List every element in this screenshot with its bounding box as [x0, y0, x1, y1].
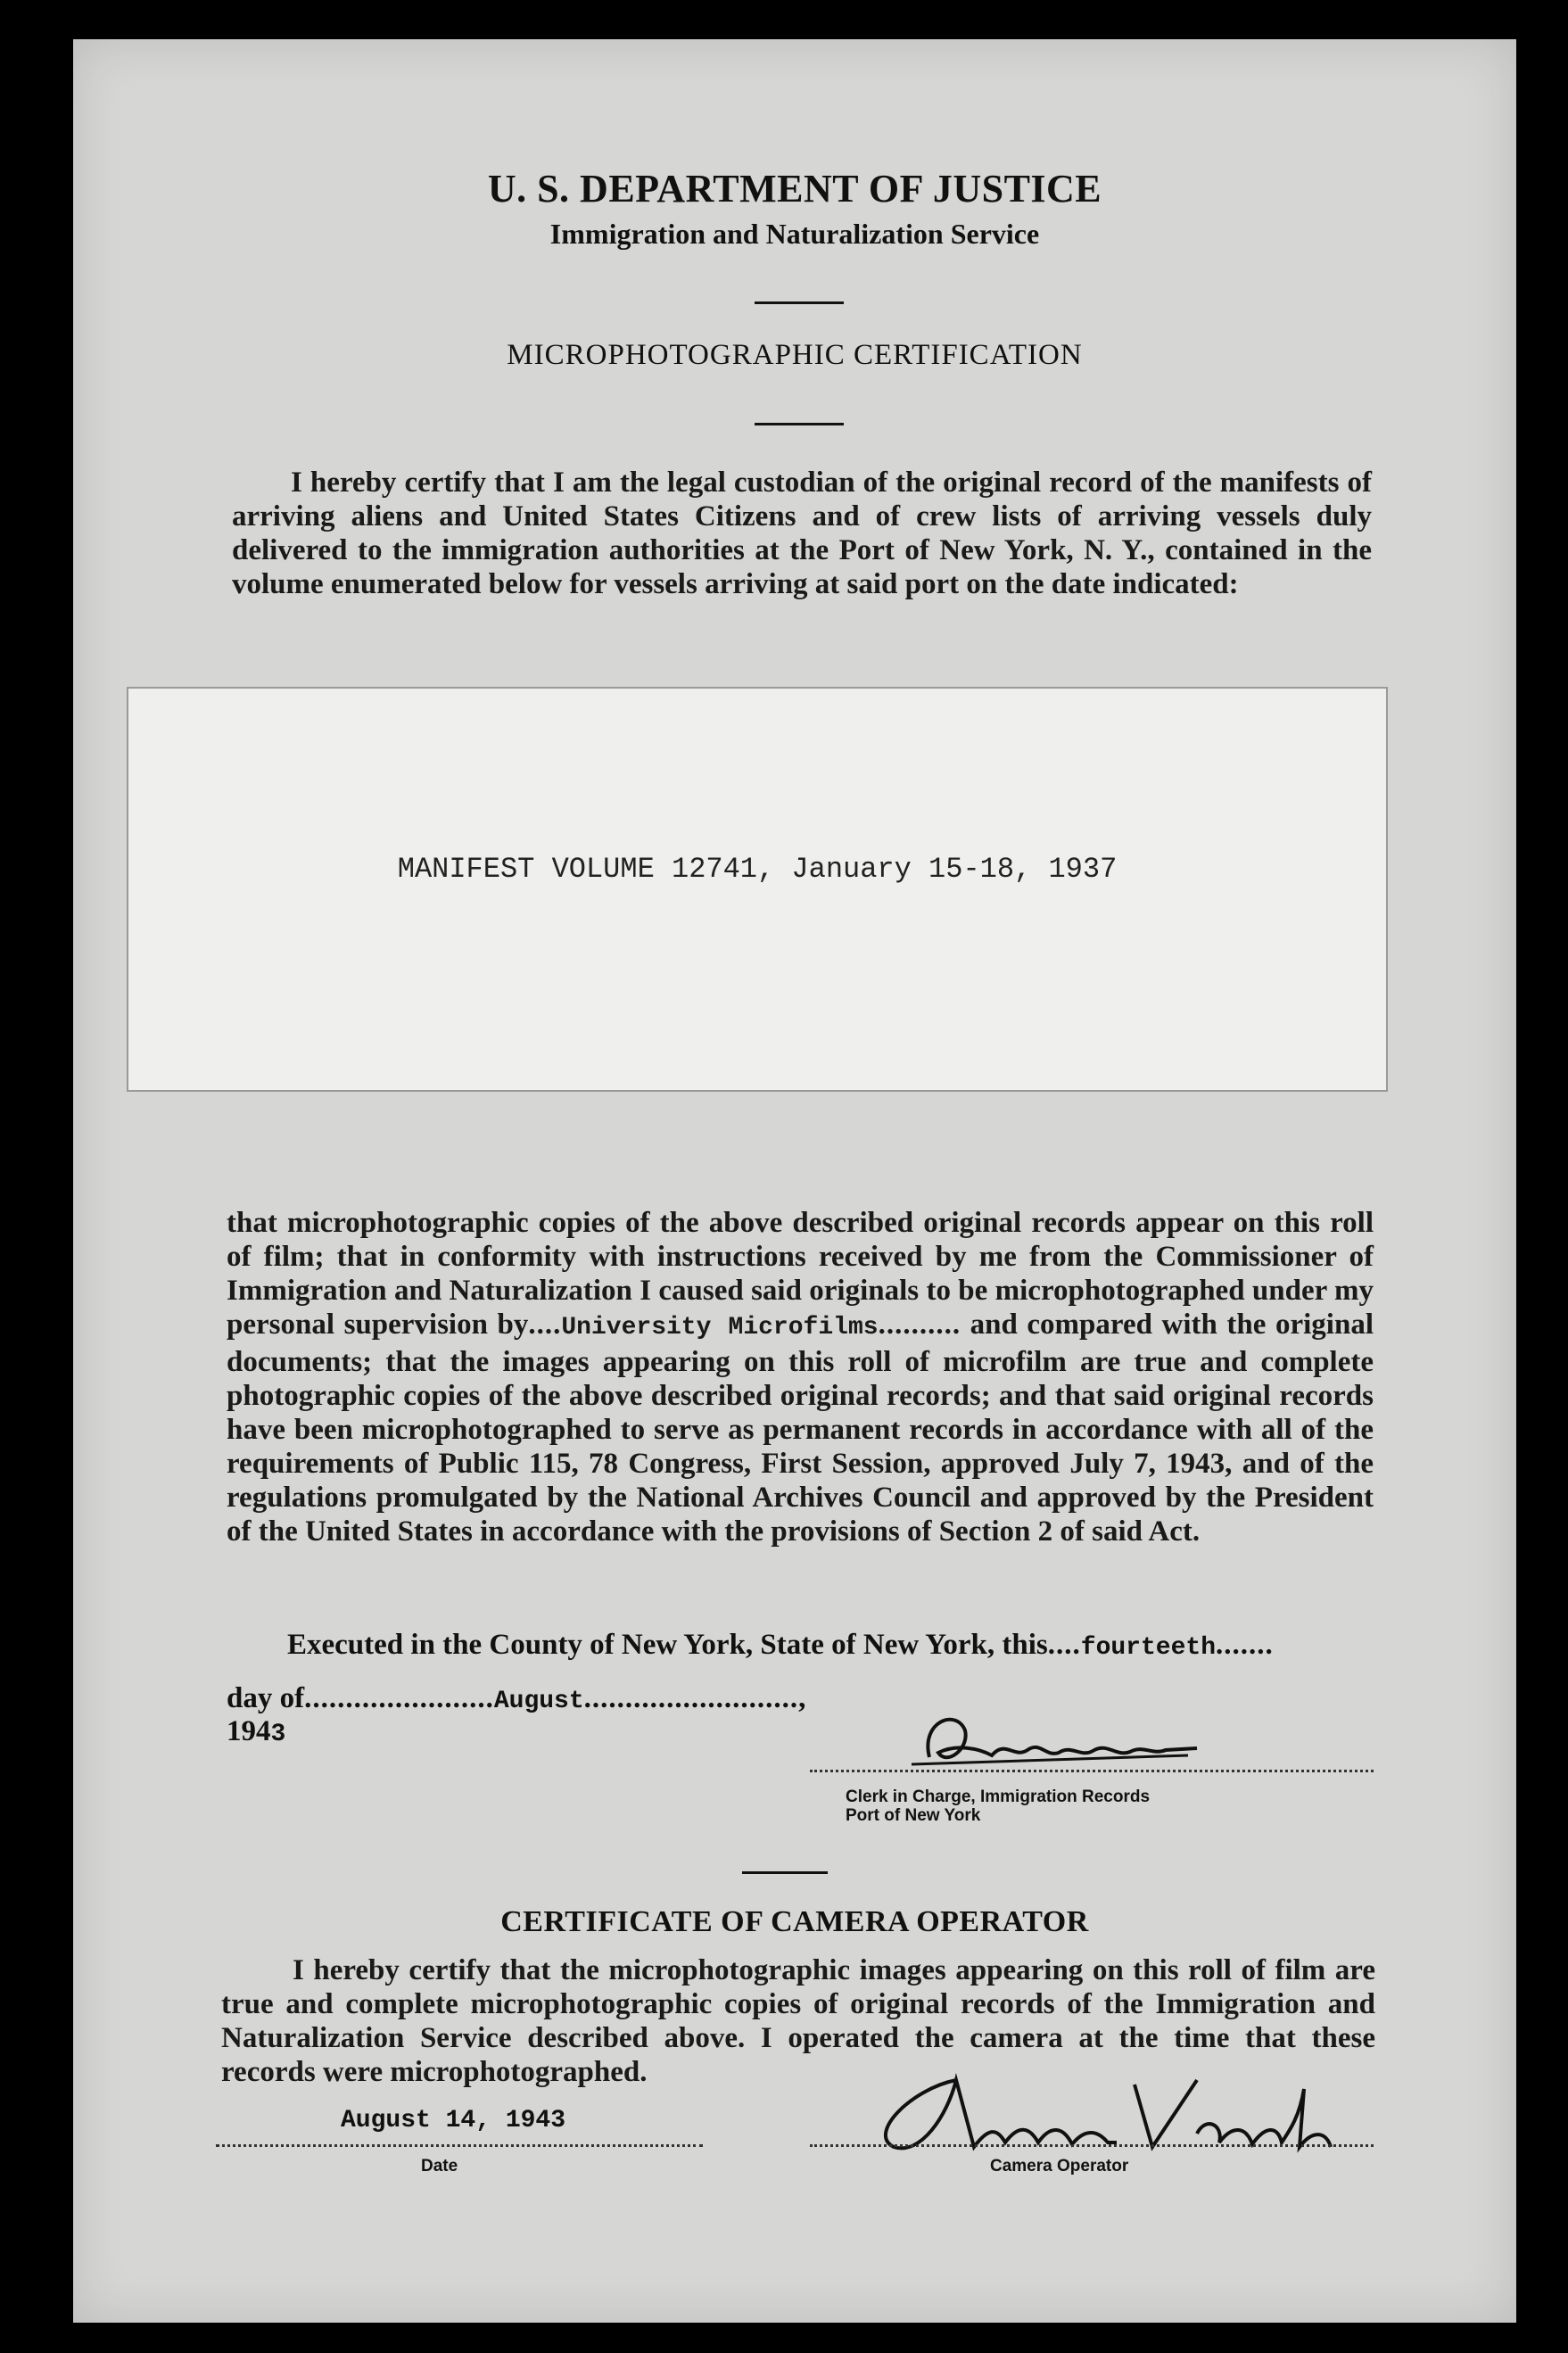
- volume-box: [127, 687, 1388, 1092]
- intro-paragraph: I hereby certify that I am the legal custodian of the original record of the manifests of arriving aliens and United States Citizens and of crew lists of arriving vessels duly delivered to the immigration authorities at the Port of New York, N. Y., contained in the volume enumerated below for vessels arriving at said port on the date indicated:: [232, 466, 1372, 600]
- date-line: day of.......................August.........................., 1943: [227, 1682, 806, 1748]
- year-digit: 3: [270, 1721, 286, 1748]
- execution-line: Executed in the County of New York, State of New York, this....fourteeth.......: [287, 1629, 1274, 1662]
- operator-date-value: August 14, 1943: [341, 2107, 566, 2134]
- body-paragraph: that microphotographic copies of the above described original records appear on this roll of film; that in conformity with instructions received by me from the Commissioner of Immigration and Naturalization I caused said originals to be microphotographed under my personal supervision by....University Microfilms.......... and compared with the original documents; that the images appearing on this roll of microfilm are true and complete photographic copies of the above described original records; and that said original records have been microphotographed to serve as permanent records in accordance with all of the requirements of Public 115, 78 Congress, First Session, approved July 7, 1943, and of the regulations promulgated by the National Archives Council and approved by the President of the United States in accordance with the provisions of Section 2 of said Act.: [227, 1207, 1374, 1548]
- certificate-page: [73, 39, 1516, 2323]
- date-signature-line: [216, 2144, 703, 2147]
- day-of-label: day of: [227, 1682, 305, 1714]
- execution-prefix: Executed in the County of New York, State of New York, this: [287, 1629, 1048, 1661]
- clerk-caption: [846, 1787, 1150, 1825]
- clerk-title: Clerk in Charge, Immigration Records: [846, 1787, 1151, 1806]
- photographer-name: University Microfilms: [561, 1314, 879, 1342]
- clerk-office: Port of New York: [846, 1806, 981, 1825]
- camera-operator-paragraph: I hereby certify that the microphotographic images appearing on this roll of film are true and complete microphotographic copies of original records of the Immigration and Naturalization Service described above. I operated the camera at the time that these records were microphotographed.: [221, 1954, 1375, 2088]
- execution-month: August: [493, 1688, 584, 1715]
- camera-operator-label: Camera Operator: [990, 2157, 1129, 2175]
- divider: [755, 301, 844, 304]
- service-subheading: Immigration and Naturalization Service: [549, 218, 1040, 250]
- date-label: Date: [421, 2157, 458, 2175]
- certification-title: MICROPHOTOGRAPHIC CERTIFICATION: [507, 339, 1083, 371]
- clerk-signature-line: [810, 1770, 1374, 1772]
- volume-text: MANIFEST VOLUME 12741, January 15-18, 1937: [397, 853, 1118, 886]
- execution-day: fourteeth: [1080, 1634, 1216, 1662]
- divider: [755, 423, 844, 425]
- body-text-part2: and compared with the original documents; that the images appearing on this roll of microfilm are true and complete photographic copies of the above described original records; and that said original records have been microphotographed to serve as permanent records in accordance with all of the requirements of Public 115, 78 Congress, First Session, approved July 7, 1943, and of the regulations promulgated by the National Archives Council and approved by the President of the United States in accordance with the provisions of Section 2 of said Act.: [227, 1309, 1374, 1548]
- clerk-signature: [894, 1704, 1250, 1775]
- divider: [742, 1871, 828, 1874]
- camera-operator-title: CERTIFICATE OF CAMERA OPERATOR: [500, 1905, 1089, 1938]
- year-prefix: , 194: [227, 1682, 806, 1747]
- operator-signature-line: [810, 2144, 1374, 2147]
- body-text-part1: that microphotographic copies of the above described original records appear on this roll of film; that in conformity with instructions received by me from the Commissioner of Immigration and Naturalization I caused said originals to be microphotographed under my personal supervision by: [227, 1207, 1374, 1341]
- department-heading: U. S. DEPARTMENT OF JUSTICE: [487, 167, 1102, 211]
